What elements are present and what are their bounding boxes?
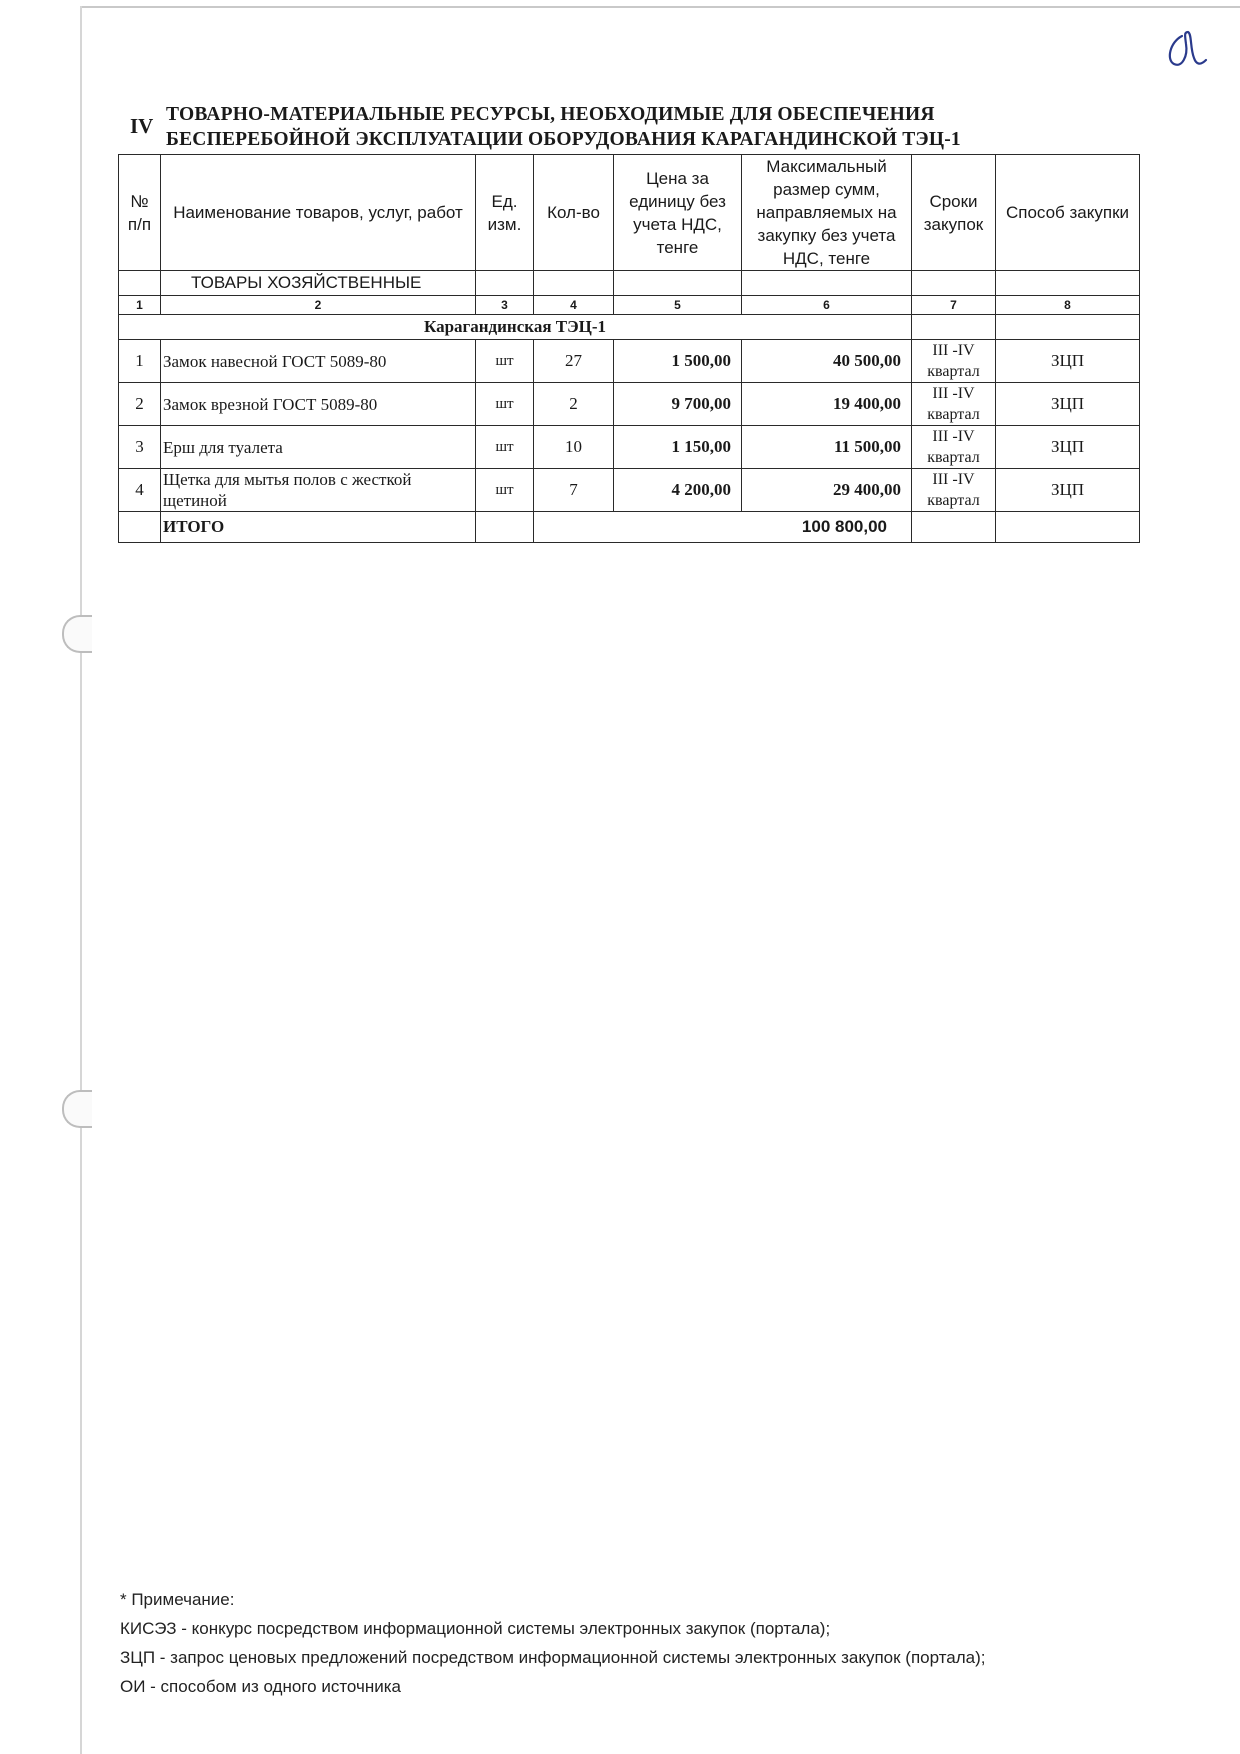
section-title-line: БЕСПЕРЕБОЙНОЙ ЭКСПЛУАТАЦИИ ОБОРУДОВАНИЯ КАРАГАНДИНСКОЙ ТЭЦ-1 [166,129,961,150]
header-cell: Цена за единицу без учета НДС, тенге [614,155,742,271]
item-unit-price: 9 700,00 [614,383,742,426]
item-procurement-term: III -IV квартал [912,383,996,426]
empty-cell [119,271,161,296]
location-row [119,315,1140,340]
empty-cell [119,512,161,543]
section-number: IV [130,114,154,138]
column-number: 5 [614,296,742,315]
location-label: Карагандинская ТЭЦ-1 [119,315,912,340]
empty-cell [912,512,996,543]
table-header-row [119,155,1140,271]
item-procurement-method: ЗЦП [996,426,1140,469]
item-name: Замок навесной ГОСТ 5089-80 [161,340,476,383]
total-label: ИТОГО [161,512,476,543]
item-unit-price: 4 200,00 [614,469,742,512]
item-unit: шт [476,340,534,383]
column-number: 1 [119,296,161,315]
empty-cell [476,271,534,296]
table-row [119,340,1140,383]
section-title [166,102,961,152]
item-name: Щетка для мытья полов с жесткой щетиной [161,469,476,512]
empty-cell [912,315,996,340]
empty-cell [476,512,534,543]
footnote-line: КИСЭЗ - конкурс посредством информационной системы электронных закупок (портала); [120,1619,831,1638]
item-unit: шт [476,383,534,426]
item-quantity: 27 [534,340,614,383]
item-unit-price: 1 150,00 [614,426,742,469]
column-number: 8 [996,296,1140,315]
header-cell: Кол-во [534,155,614,271]
header-cell: Ед. изм. [476,155,534,271]
total-value: 100 800,00 [534,512,912,543]
page-edge [80,6,82,1754]
footnote [120,1585,986,1701]
item-name: Замок врезной ГОСТ 5089-80 [161,383,476,426]
column-number: 3 [476,296,534,315]
column-number: 2 [161,296,476,315]
item-procurement-method: ЗЦП [996,340,1140,383]
row-number: 3 [119,426,161,469]
row-number: 4 [119,469,161,512]
item-procurement-method: ЗЦП [996,383,1140,426]
item-total-sum: 29 400,00 [742,469,912,512]
empty-cell [614,271,742,296]
header-cell: Сроки закупок [912,155,996,271]
footnote-line: ОИ - способом из одного источника [120,1677,401,1696]
empty-cell [534,271,614,296]
header-cell: Максимальный размер сумм, направляемых на закупку без учета НДС, тенге [742,155,912,271]
total-row [119,512,1140,543]
item-procurement-term: III -IV квартал [912,469,996,512]
empty-cell [996,512,1140,543]
table-row [119,383,1140,426]
section-title-line: ТОВАРНО-МАТЕРИАЛЬНЫЕ РЕСУРСЫ, НЕОБХОДИМЫЕ ДЛЯ ОБЕСПЕЧЕНИЯ [166,104,935,125]
page-edge [80,6,1240,8]
table-row [119,426,1140,469]
row-number: 2 [119,383,161,426]
item-procurement-method: ЗЦП [996,469,1140,512]
row-number: 1 [119,340,161,383]
item-procurement-term: III -IV квартал [912,426,996,469]
item-procurement-term: III -IV квартал [912,340,996,383]
column-number: 7 [912,296,996,315]
column-number: 4 [534,296,614,315]
item-total-sum: 11 500,00 [742,426,912,469]
item-unit: шт [476,426,534,469]
empty-cell [742,271,912,296]
category-label: ТОВАРЫ ХОЗЯЙСТВЕННЫЕ [161,271,476,296]
footnote-heading: * Примечание: [120,1590,235,1609]
item-total-sum: 19 400,00 [742,383,912,426]
category-row [119,271,1140,296]
punch-hole [62,615,92,653]
header-cell: Способ закупки [996,155,1140,271]
procurement-table [118,154,1140,543]
item-total-sum: 40 500,00 [742,340,912,383]
handwritten-page-number [1160,26,1210,76]
item-name: Ерш для туалета [161,426,476,469]
item-quantity: 10 [534,426,614,469]
item-unit: шт [476,469,534,512]
column-number-row [119,296,1140,315]
item-quantity: 2 [534,383,614,426]
item-unit-price: 1 500,00 [614,340,742,383]
header-cell: Наименование товаров, услуг, работ [161,155,476,271]
column-number: 6 [742,296,912,315]
empty-cell [912,271,996,296]
table-row [119,469,1140,512]
item-quantity: 7 [534,469,614,512]
header-cell: № п/п [119,155,161,271]
punch-hole [62,1090,92,1128]
empty-cell [996,271,1140,296]
footnote-line: ЗЦП - запрос ценовых предложений посредством информационной системы электронных закупок (портала); [120,1648,986,1667]
empty-cell [996,315,1140,340]
